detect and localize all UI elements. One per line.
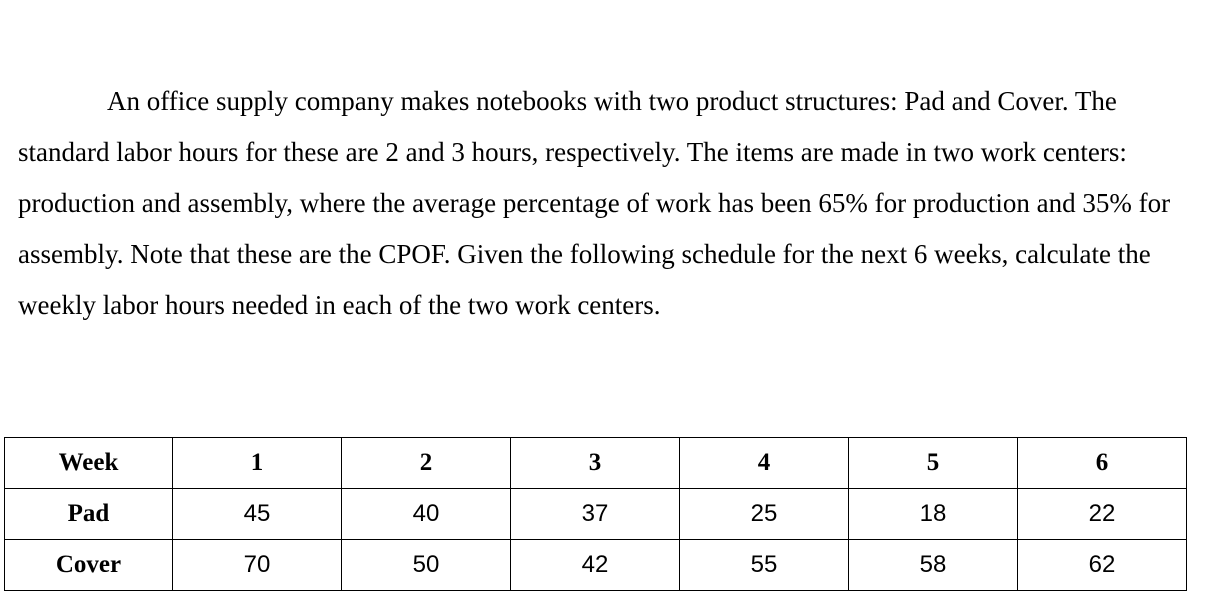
problem-statement: An office supply company makes notebooks with two product structures: Pad and Cover. The standard labor hours for these are 2 and 3 hours, respectively. The items are made in two work centers: production and assembly, where the average percentage of work has been 65% for production and 35% for assembly. Note that these are the CPOF. Given the following schedule for the next 6 weeks, calculate the weekly labor hours needed in each of the two work centers. xyxy=(18,86,1171,320)
week-header-5: 5 xyxy=(849,438,1018,489)
table-cell: 37 xyxy=(511,489,680,540)
table-row-cover xyxy=(5,540,1187,591)
table-row-pad xyxy=(5,489,1187,540)
table-cell: 58 xyxy=(849,540,1018,591)
row-label-week: Week xyxy=(5,438,173,489)
table-cell: 70 xyxy=(173,540,342,591)
week-header-4: 4 xyxy=(680,438,849,489)
table-cell: 18 xyxy=(849,489,1018,540)
table-cell: 55 xyxy=(680,540,849,591)
table-header-row xyxy=(5,438,1187,489)
week-header-1: 1 xyxy=(173,438,342,489)
table-cell: 42 xyxy=(511,540,680,591)
table-cell: 40 xyxy=(342,489,511,540)
table-cell: 62 xyxy=(1018,540,1187,591)
row-label-cover: Cover xyxy=(5,540,173,591)
week-header-2: 2 xyxy=(342,438,511,489)
schedule-table xyxy=(4,437,1187,591)
table-cell: 50 xyxy=(342,540,511,591)
table-cell: 22 xyxy=(1018,489,1187,540)
table-cell: 25 xyxy=(680,489,849,540)
week-header-3: 3 xyxy=(511,438,680,489)
table-cell: 45 xyxy=(173,489,342,540)
row-label-pad: Pad xyxy=(5,489,173,540)
week-header-6: 6 xyxy=(1018,438,1187,489)
